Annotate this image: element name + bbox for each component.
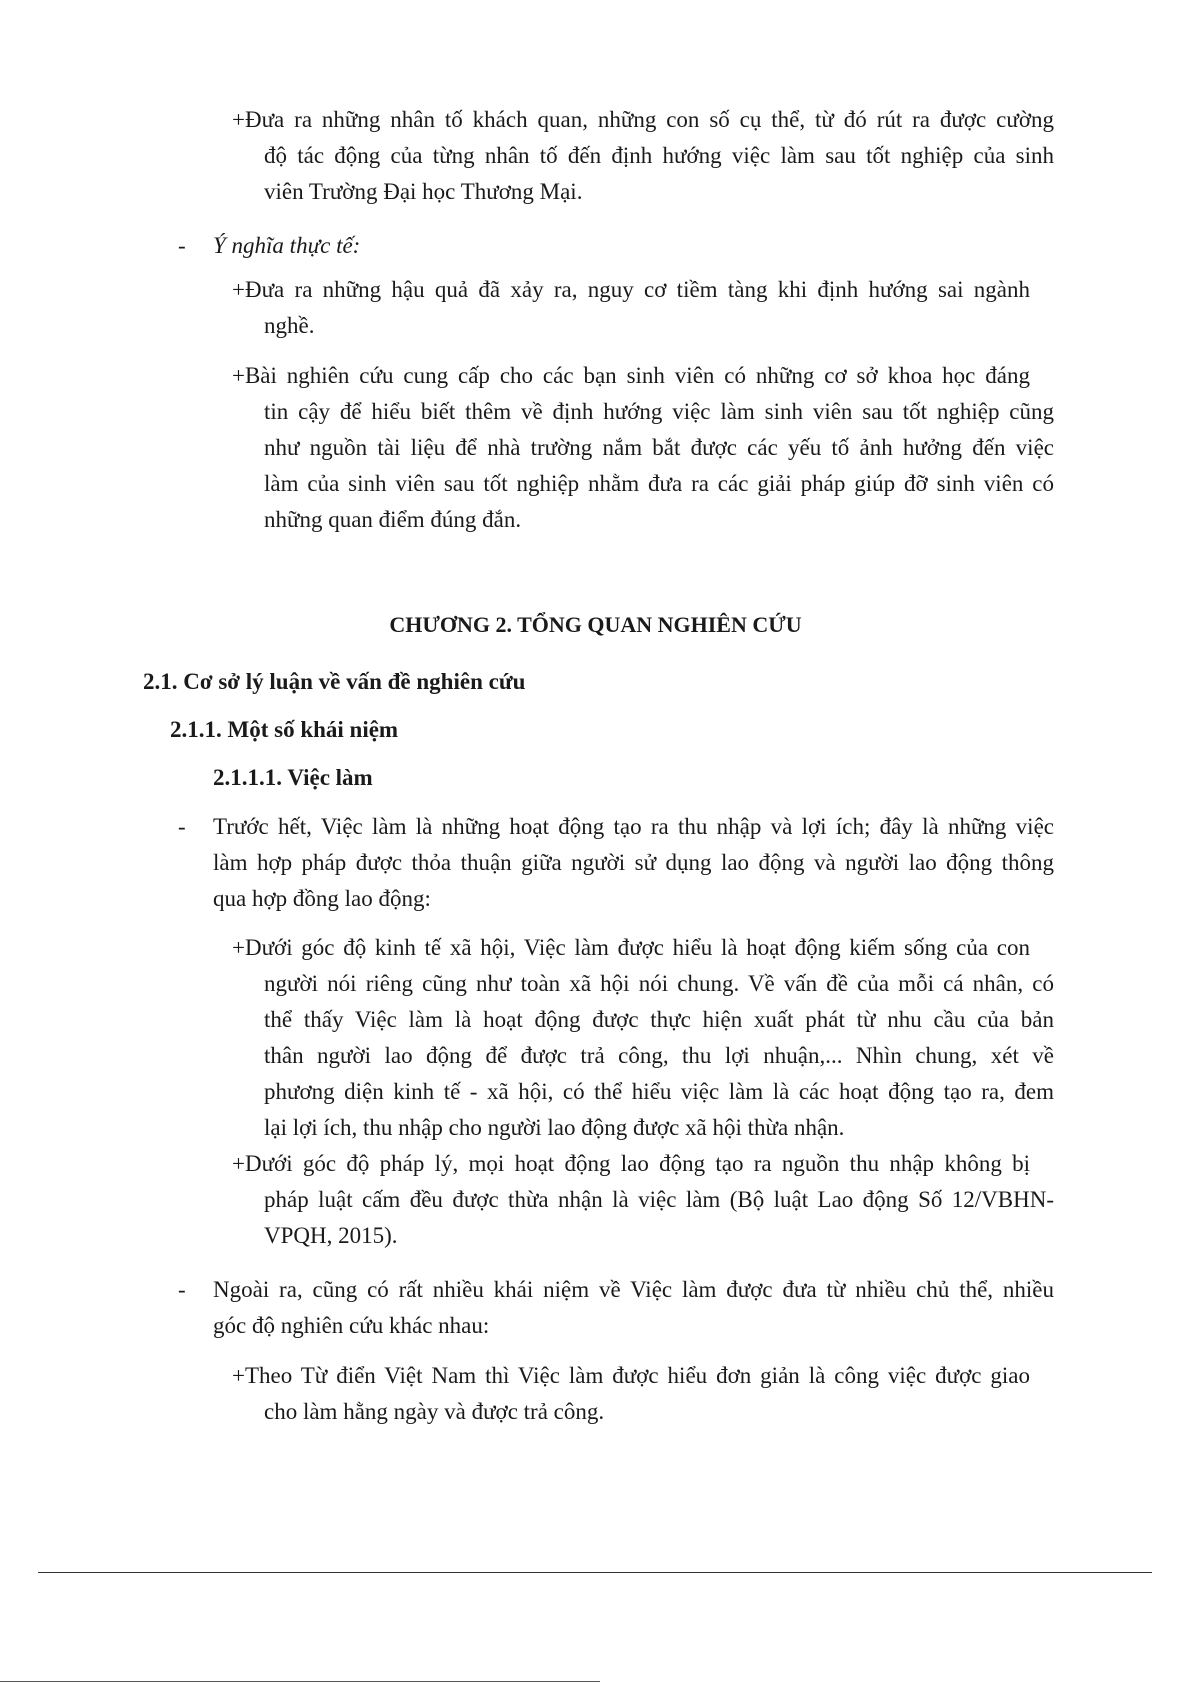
- bullet-line: +Dưới góc độ kinh tế xã hội, Việc làm được hiểu là hoạt động kiếm sống của con: [232, 935, 1030, 960]
- chapter-title: CHƯƠNG 2. TỔNG QUAN NGHIÊN CỨU: [389, 612, 802, 637]
- list-dash: -: [178, 1277, 186, 1302]
- paragraph-line: góc độ nghiên cứu khác nhau:: [213, 1313, 490, 1338]
- paragraph-line: qua hợp đồng lao động:: [213, 886, 431, 911]
- bullet-line: cho làm hằng ngày và được trả công.: [264, 1399, 605, 1424]
- section-heading-2-1-1: 2.1.1. Một số khái niệm: [170, 717, 399, 742]
- bullet-line: +Đưa ra những hậu quả đã xảy ra, nguy cơ tiềm tàng khi định hướng sai ngành: [232, 277, 1030, 302]
- bottom-rule: [0, 1681, 600, 1682]
- bullet-line: tin cậy để hiểu biết thêm về định hướng việc làm sinh viên sau tốt nghiệp cũng: [264, 399, 1054, 424]
- bullet-line: thể thấy Việc làm là hoạt động được thực hiện xuất phát từ nhu cầu của bản: [264, 1007, 1054, 1032]
- footer-rule: [38, 1572, 1152, 1573]
- bullet-line: lại lợi ích, thu nhập cho người lao động được xã hội thừa nhận.: [264, 1115, 845, 1140]
- bullet-line: +Dưới góc độ pháp lý, mọi hoạt động lao động tạo ra nguồn thu nhập không bị: [232, 1151, 1030, 1176]
- bullet-line: nghề.: [264, 313, 315, 338]
- list-dash: -: [178, 233, 186, 258]
- bullet-line: pháp luật cấm đều được thừa nhận là việc làm (Bộ luật Lao động Số 12/VBHN-: [264, 1187, 1054, 1212]
- bullet-line: +Theo Từ điển Việt Nam thì Việc làm được hiểu đơn giản là công việc được giao: [232, 1363, 1030, 1388]
- bullet-line: những quan điểm đúng đắn.: [264, 507, 522, 532]
- bullet-line: phương diện kinh tế - xã hội, có thể hiểu việc làm là các hoạt động tạo ra, đem: [264, 1079, 1054, 1104]
- paragraph-line: Trước hết, Việc làm là những hoạt động tạo ra thu nhập và lợi ích; đây là những việc: [213, 814, 1054, 839]
- bullet-line: +Đưa ra những nhân tố khách quan, những con số cụ thể, từ đó rút ra được cường: [232, 107, 1054, 132]
- paragraph-line: Ngoài ra, cũng có rất nhiều khái niệm về Việc làm được đưa từ nhiều chủ thể, nhiều: [213, 1277, 1054, 1302]
- section-heading-2-1: 2.1. Cơ sở lý luận về vấn đề nghiên cứu: [143, 669, 526, 694]
- bullet-line: độ tác động của từng nhân tố đến định hướng việc làm sau tốt nghiệp của sinh: [264, 143, 1054, 168]
- paragraph-line: làm hợp pháp được thỏa thuận giữa người sử dụng lao động và người lao động thông: [213, 850, 1054, 875]
- bullet-line: VPQH, 2015).: [264, 1223, 398, 1248]
- bullet-line: thân người lao động để được trả công, thu lợi nhuận,... Nhìn chung, xét về: [264, 1043, 1054, 1068]
- bullet-line: như nguồn tài liệu để nhà trường nắm bắt được các yếu tố ảnh hưởng đến việc: [264, 435, 1054, 460]
- bullet-line: +Bài nghiên cứu cung cấp cho các bạn sinh viên có những cơ sở khoa học đáng: [232, 363, 1030, 388]
- bullet-line: người nói riêng cũng như toàn xã hội nói chung. Về vấn đề của mỗi cá nhân, có: [264, 971, 1054, 996]
- bullet-line: viên Trường Đại học Thương Mại.: [264, 179, 583, 204]
- practical-significance-heading: Ý nghĩa thực tế:: [213, 233, 361, 258]
- list-dash: -: [178, 814, 186, 839]
- bullet-line: làm của sinh viên sau tốt nghiệp nhằm đưa ra các giải pháp giúp đỡ sinh viên có: [264, 471, 1054, 496]
- section-heading-2-1-1-1: 2.1.1.1. Việc làm: [213, 765, 373, 790]
